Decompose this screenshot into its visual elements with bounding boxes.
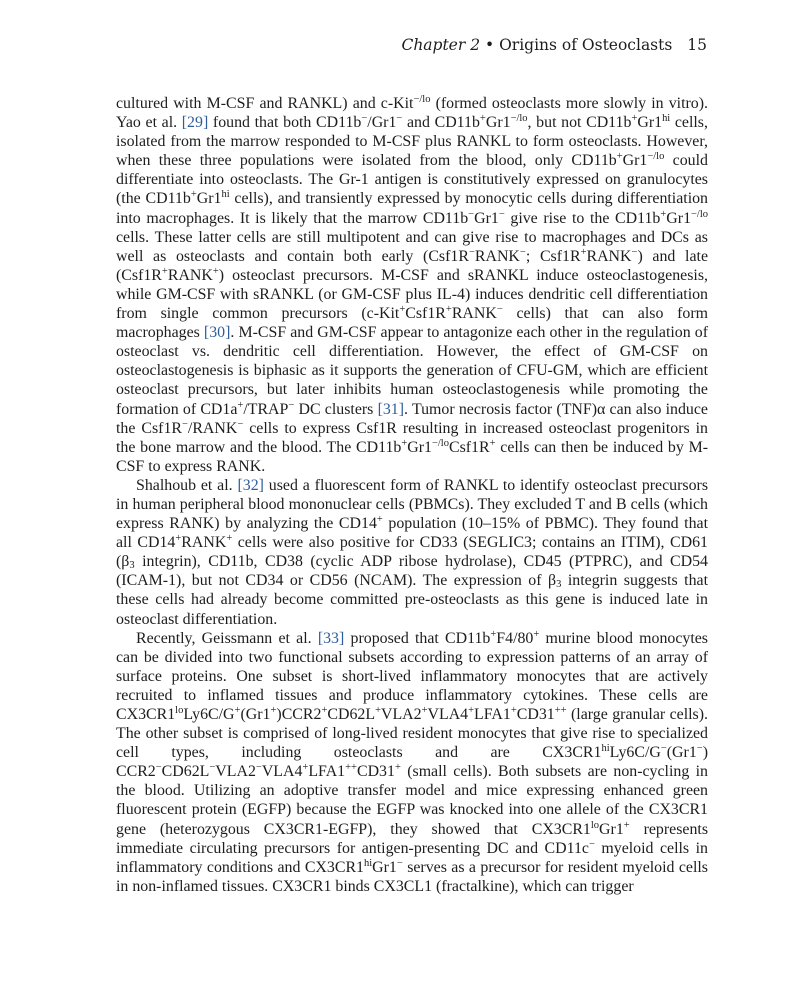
superscript: − — [209, 762, 216, 774]
superscript: − — [396, 113, 403, 125]
page-number: 15 — [687, 36, 707, 54]
superscript: ++ — [554, 705, 567, 717]
superscript: + — [468, 705, 475, 717]
superscript: + — [399, 304, 406, 316]
citation-link[interactable]: [33] — [317, 629, 345, 647]
superscript: − — [237, 418, 244, 430]
superscript: − — [498, 208, 505, 220]
chapter-label: Chapter 2 — [401, 36, 481, 54]
superscript: + — [234, 705, 241, 717]
citation-link[interactable]: [29] — [181, 114, 209, 132]
superscript: + — [510, 705, 517, 717]
superscript: − — [468, 246, 475, 258]
superscript: − — [519, 246, 526, 258]
superscript: + — [375, 705, 381, 717]
running-head-bullet: • — [485, 36, 495, 54]
superscript: + — [190, 189, 197, 201]
superscript: + — [580, 246, 587, 258]
superscript: + — [237, 399, 244, 411]
superscript: + — [489, 437, 496, 449]
superscript: hi — [221, 189, 230, 201]
superscript: + — [616, 151, 623, 163]
citation-link[interactable]: [30] — [203, 324, 231, 342]
superscript: −/lo — [413, 94, 431, 106]
superscript: + — [401, 437, 408, 449]
running-head — [401, 36, 707, 54]
superscript: − — [155, 762, 162, 774]
superscript: + — [445, 304, 452, 316]
superscript: + — [302, 762, 309, 774]
superscript: − — [288, 399, 295, 411]
subscript: 3 — [129, 560, 135, 572]
superscript: lo — [175, 705, 184, 717]
superscript: − — [182, 418, 188, 430]
superscript: − — [588, 838, 595, 850]
superscript: lo — [590, 819, 600, 831]
superscript: ++ — [345, 762, 357, 774]
superscript: + — [490, 628, 497, 640]
superscript: − — [496, 304, 503, 316]
superscript: − — [631, 246, 638, 258]
superscript: hi — [662, 113, 671, 125]
superscript: + — [376, 514, 383, 526]
superscript: −/lo — [691, 208, 708, 220]
superscript: hi — [364, 857, 373, 869]
citation-link[interactable]: [31] — [377, 400, 405, 418]
superscript: + — [212, 266, 219, 278]
superscript: −/lo — [431, 437, 449, 449]
superscript: + — [660, 208, 667, 220]
superscript: + — [270, 705, 277, 717]
superscript: − — [255, 762, 262, 774]
subscript: 3 — [556, 579, 562, 591]
superscript: + — [161, 266, 168, 278]
superscript: − — [361, 113, 368, 125]
superscript: hi — [601, 743, 610, 755]
superscript: + — [175, 533, 182, 545]
paragraph: Shalhoub et al. [32] used a fluorescent form of RANKL to identify osteoclast precursors in human peripheral blood mononuclear cells (PBMCs). They excluded T and B cells (which express RANK) by analyzing the CD14+ population (10–15% of PBMC). They found that all CD14+RANK+ cells were also positive for CD33 (SEGLIC3; contains an ITIM), CD61 ($\beta_3$ integrin), CD11b, CD38 (cyclic ADP ribose hydrolase), CD45 (PTPRC), and CD54 (ICAM-1), but not CD34 or CD56 (NCAM). The expression of $\beta_3$ integrin suggests that these cells had already become committed pre-osteoclasts as this gene is induced late in osteoclast differentiation. — [116, 476, 709, 628]
body-text — [116, 94, 708, 896]
paragraph: Recently, Geissmann et al. [33] proposed that CD11b+F4/80+ murine blood monocytes can be divided into two functional subsets according to expression patterns of an array of surface proteins. One subset is short-lived inflammatory monocytes that are actively recruited to inflamed tissues and produce inflammatory cytokines. These cells are $CX3CR1^{lo}Ly6C/G^+(Gr1^+)CCR2^+CD62L^+VLA2^+VLA4^+LFA1^+CD31^{++}$ (large granular cells). The other subset is comprised of long-lived resident monocytes that give rise to specialized cell types, including osteoclasts and are $CX3CR1^{hi}Ly6C/G^-(Gr1^-)$ CCR2−CD62L−VLA2−VLA4+LFA1++CD31+ (small cells). Both subsets are non-cycling in the blood. Utilizing an adoptive transfer model and mice expressing enhanced green fluorescent protein (EGFP) because the EGFP was knocked into one allele of the CX3CR1 gene (heterozygous CX3CR1-EGFP), they showed that $CX3CR1^{lo}Gr1^+$ represents immediate circulating precursors for antigen-presenting DC and CD11c− myeloid cells in inflammatory conditions and $CX3CR1^{hi}Gr1^-$ serves as a precursor for resident myeloid cells in non-inflamed tissues. CX3CR1 binds CX3CL1 (fractalkine), which can trigger — [116, 628, 709, 895]
superscript: + — [226, 533, 233, 545]
paragraph: cultured with M-CSF and RANKL) and c-Kit$^{-/lo}$ (formed osteoclasts more slowly in vitro). Yao et al. [29] found that both CD11b−/Gr1− and $CD11b^+Gr1^{-/lo}$, but not $CD11b^+Gr1^{hi}$ cells, isolated from the marrow responded to M-CSF plus RANKL to form osteoclasts. However, when these three populations were isolated from the blood, only $CD11b^+Gr1^{-/lo}$ could differentiate into osteoclasts. The Gr-1 antigen is constitutively expressed on granulocytes (the $CD11b^+Gr1^{hi}$ cells), and transiently expressed by monocytic cells during differentiation into macrophages. It is likely that the marrow CD11b−Gr1− give rise to the $CD11b^+Gr1^{-/lo}$ cells. These latter cells are still multipotent and can give rise to macrophages and DCs as well as osteoclasts and contain both early (Csf1R−RANK−; Csf1R+RANK−) and late (Csf1R+RANK+) osteoclast precursors. M-CSF and sRANKL induce osteoclastogenesis, while GM-CSF with sRANKL (or GM-CSF plus IL-4) induces dendritic cell differentiation from single common precursors (c-Kit+Csf1R+RANK− cells) that can also form macrophages [30]. M-CSF and GM-CSF appear to antagonize each other in the regulation of osteoclast vs. dendritic cell differentiation. However, the effect of GM-CSF on osteoclastogenesis is biphasic as it supports the generation of CFU-GM, which are efficient osteoclast precursors, but later inhibits human osteoclastogenesis while promoting the formation of CD1a+/TRAP− DC clusters [31]. Tumor necrosis factor (TNF)α can also induce the Csf1R−/RANK− cells to express Csf1R resulting in increased osteoclast progenitors in the bone marrow and the blood. The $CD11b^+Gr1^{-/lo}Csf1R^+$ cells can then be induced by M-CSF to express RANK. — [116, 94, 709, 475]
superscript: + — [623, 819, 630, 831]
superscript: −/lo — [647, 151, 665, 163]
superscript: − — [468, 208, 475, 220]
superscript: −/lo — [510, 113, 528, 125]
superscript: + — [631, 113, 638, 125]
superscript: + — [321, 705, 328, 717]
superscript: + — [394, 762, 401, 774]
chapter-title: Origins of Osteoclasts — [499, 36, 673, 54]
citation-link[interactable]: [32] — [237, 476, 264, 494]
superscript: + — [421, 705, 428, 717]
superscript: + — [533, 628, 540, 640]
superscript: − — [660, 743, 667, 755]
superscript: + — [479, 113, 486, 125]
superscript: − — [396, 857, 403, 869]
superscript: − — [696, 743, 703, 755]
